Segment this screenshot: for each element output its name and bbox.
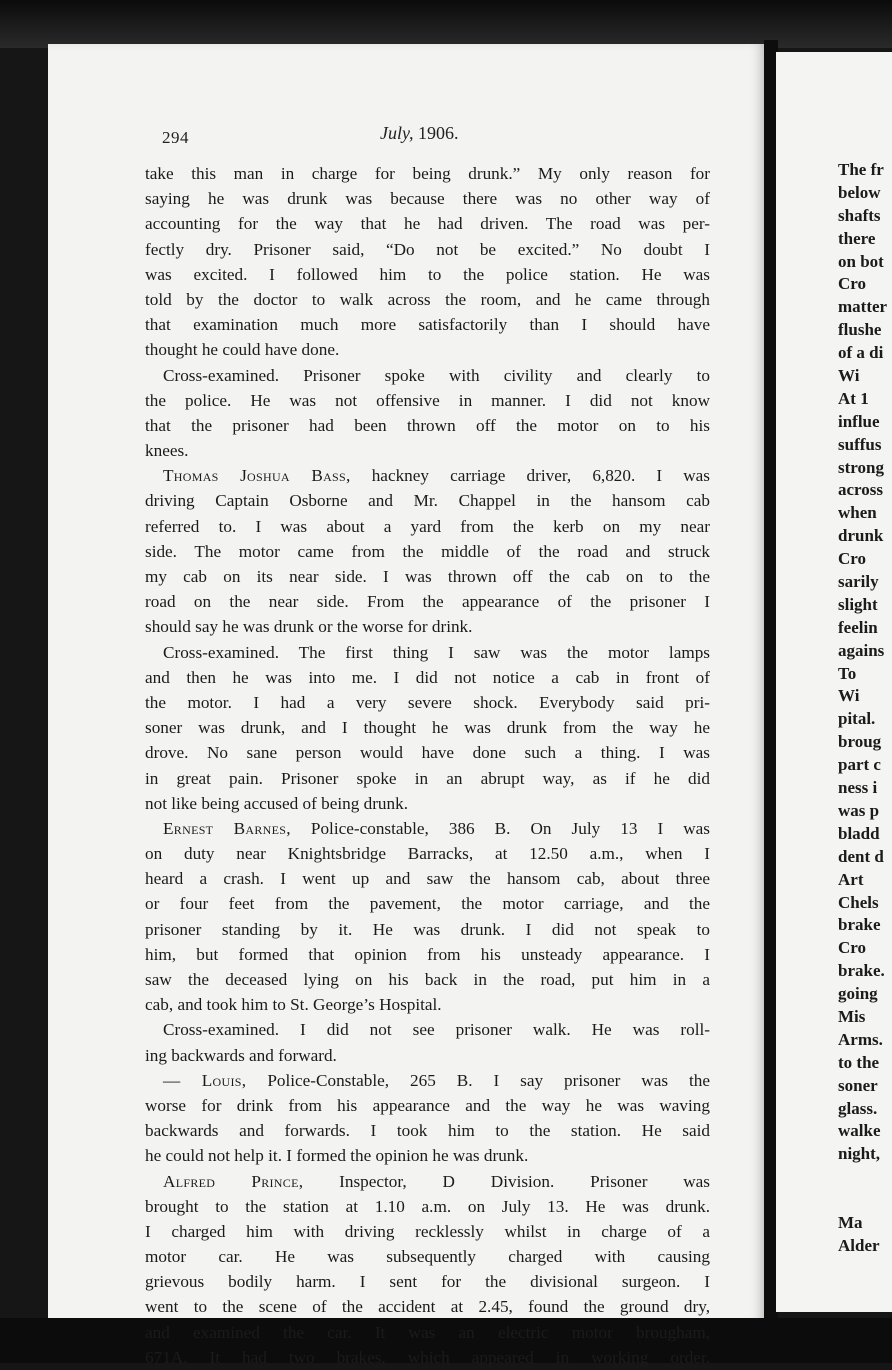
line-text: referred to. I was about a yard from the kerb on my near xyxy=(145,516,710,536)
speaker-name: Alfred Prince, xyxy=(163,1171,304,1191)
body-text xyxy=(145,161,710,1370)
text-line xyxy=(145,514,710,539)
line-text: Cross-examined. I did not see prisoner walk. He was roll- xyxy=(163,1020,710,1040)
right-fragment: Mis xyxy=(838,1006,866,1026)
right-fragment xyxy=(838,1166,892,1189)
text-line xyxy=(145,161,710,186)
text-line xyxy=(145,766,710,791)
right-fragment: soner xyxy=(838,1075,878,1095)
right-fragment: strong xyxy=(838,457,884,477)
line-text: went to the scene of the accident at 2.45, found the ground dry, xyxy=(145,1297,710,1317)
right-fragment: flushe xyxy=(838,320,882,340)
line-text: should say he was drunk or the worse for drink. xyxy=(145,617,473,637)
right-fragment: suffus xyxy=(838,434,882,454)
text-line xyxy=(145,186,710,211)
right-fragment: Ma xyxy=(838,1212,863,1232)
line-text: knees. xyxy=(145,441,189,461)
line-text: ing backwards and forward. xyxy=(145,1045,337,1065)
right-fragment: of a di xyxy=(838,343,884,363)
line-text: and then he was into me. I did not notice a cab in front of xyxy=(145,667,710,687)
right-fragment: Wi xyxy=(838,686,860,706)
line-text: driving Captain Osborne and Mr. Chappel in the hansom cab xyxy=(145,491,710,511)
right-fragment: there xyxy=(838,228,876,248)
text-line xyxy=(145,539,710,564)
speaker-name: — Louis, xyxy=(163,1070,247,1090)
right-fragment xyxy=(838,1189,892,1212)
line-text: worse for drink from his appearance and the way he was waving xyxy=(145,1095,710,1115)
right-fragment: bladd xyxy=(838,823,880,843)
line-text: the motor. I had a very severe shock. Everybody said pri- xyxy=(145,692,710,712)
line-text: backwards and forwards. I took him to the station. He said xyxy=(145,1121,710,1141)
text-line xyxy=(145,891,710,916)
right-fragment: going xyxy=(838,984,878,1004)
text-line xyxy=(145,917,710,942)
text-line xyxy=(145,1068,710,1093)
text-line xyxy=(145,942,710,967)
text-line xyxy=(145,841,710,866)
text-line xyxy=(145,1219,710,1244)
line-text: accounting for the way that he had driven. The road was per- xyxy=(145,214,710,234)
text-line xyxy=(145,1169,710,1194)
right-fragment: Arms. xyxy=(838,1029,883,1049)
line-text: grievous bodily harm. I sent for the divisional surgeon. I xyxy=(145,1272,710,1292)
text-line xyxy=(145,589,710,614)
text-line xyxy=(145,740,710,765)
right-fragment: agains xyxy=(838,640,885,660)
line-text: that examination much more satisfactorily than I should have xyxy=(145,315,710,335)
right-fragment: At 1 xyxy=(838,388,869,408)
line-text: on duty near Knightsbridge Barracks, at 12.50 a.m., when I xyxy=(145,844,710,864)
line-text: brought to the station at 1.10 a.m. on July 13. He was drunk. xyxy=(145,1196,710,1216)
right-fragment: Cro xyxy=(838,274,867,294)
right-fragment: ness i xyxy=(838,778,878,798)
right-fragment: pital. xyxy=(838,709,876,729)
line-text: take this man in charge for being drunk.” My only reason for xyxy=(145,164,710,183)
line-text: side. The motor came from the middle of the road and struck xyxy=(145,541,710,561)
text-line xyxy=(145,237,710,262)
text-line xyxy=(145,312,710,337)
line-text: Cross-examined. The first thing I saw was the motor lamps xyxy=(163,642,710,662)
header-month: July, xyxy=(380,123,414,143)
text-line xyxy=(145,564,710,589)
right-fragment: To xyxy=(838,663,857,683)
text-line xyxy=(145,1093,710,1118)
text-line xyxy=(145,287,710,312)
line-text: 671A. It had two brakes, which appeared in working order. xyxy=(145,1347,710,1367)
text-line xyxy=(145,262,710,287)
text-line xyxy=(145,413,710,438)
line-text: my cab on its near side. I was thrown off the cab on to the xyxy=(145,567,710,586)
right-fragment: Chels xyxy=(838,892,879,912)
line-text: was excited. I followed him to the police station. He was xyxy=(145,264,710,284)
text-line xyxy=(145,640,710,665)
right-page-fragments xyxy=(838,159,892,1258)
right-fragment: shafts xyxy=(838,205,881,225)
scan-top-edge xyxy=(0,0,892,48)
right-fragment: sarily xyxy=(838,572,879,592)
line-text: not like being accused of being drunk. xyxy=(145,793,408,813)
line-text: prisoner standing by it. He was drunk. I did not speak to xyxy=(145,919,710,939)
line-text: and examined the car. It was an electric motor brougham, xyxy=(145,1322,710,1342)
text-line xyxy=(145,791,710,816)
line-text: that the prisoner had been thrown off the motor on to his xyxy=(145,415,710,435)
right-fragment: brake xyxy=(838,915,881,935)
right-fragment: across xyxy=(838,480,884,500)
text-line xyxy=(145,463,710,488)
right-fragment: walke xyxy=(838,1121,881,1141)
line-text: Inspector, D Division. Prisoner was xyxy=(303,1171,710,1191)
text-line xyxy=(145,1043,710,1068)
text-line xyxy=(145,1017,710,1042)
right-fragment: broug xyxy=(838,732,882,752)
running-header xyxy=(380,123,459,144)
right-fragment: Art xyxy=(838,869,864,889)
right-fragment: part c xyxy=(838,755,881,775)
text-line xyxy=(145,665,710,690)
text-line xyxy=(145,1143,710,1168)
text-line xyxy=(145,211,710,236)
right-fragment: glass. xyxy=(838,1098,878,1118)
right-fragment: when xyxy=(838,503,877,523)
right-fragment: was p xyxy=(838,800,880,820)
right-fragment: brake. xyxy=(838,961,885,981)
text-line xyxy=(145,388,710,413)
text-line xyxy=(145,1294,710,1319)
line-text: told by the doctor to walk across the room, and he came through xyxy=(145,289,710,309)
text-line xyxy=(145,1345,710,1370)
line-text: he could not help it. I formed the opinion he was drunk. xyxy=(145,1146,529,1166)
right-fragment: below xyxy=(838,182,881,202)
text-line xyxy=(145,1320,710,1345)
line-text: heard a crash. I went up and saw the hansom cab, about three xyxy=(145,869,710,889)
text-line xyxy=(145,866,710,891)
line-text: the police. He was not offensive in manner. I did not know xyxy=(145,390,710,410)
line-text: Cross-examined. Prisoner spoke with civility and clearly to xyxy=(163,365,710,385)
speaker-name: Thomas Joshua Bass, xyxy=(163,466,351,486)
right-fragment: Cro xyxy=(838,938,867,958)
right-fragment: The fr xyxy=(838,160,884,179)
line-text: motor car. He was subsequently charged with causing xyxy=(145,1247,710,1267)
text-line xyxy=(145,614,710,639)
line-text: saying he was drunk was because there was no other way of xyxy=(145,189,710,209)
right-fragment: Cro xyxy=(838,549,867,569)
right-fragment: on bot xyxy=(838,251,884,271)
header-year: 1906. xyxy=(418,123,459,143)
right-fragment: Alder xyxy=(838,1235,880,1255)
line-text: soner was drunk, and I thought he was drunk from the way he xyxy=(145,718,710,738)
line-text: thought he could have done. xyxy=(145,340,340,360)
right-fragment: influe xyxy=(838,411,880,431)
text-line xyxy=(145,992,710,1017)
text-line xyxy=(145,690,710,715)
line-text: Police-constable, 386 B. On July 13 I was xyxy=(290,818,710,838)
speaker-name: Ernest Barnes, xyxy=(163,818,291,838)
right-fragment: to the xyxy=(838,1052,880,1072)
right-fragment: drunk xyxy=(838,526,884,546)
right-fragment: Wi xyxy=(838,366,860,386)
text-line xyxy=(145,488,710,513)
line-text: him, but formed that opinion from his unsteady appearance. I xyxy=(145,944,710,964)
line-text: in great pain. Prisoner spoke in an abrupt way, as if he did xyxy=(145,768,710,788)
right-fragment: dent d xyxy=(838,846,884,866)
line-text: saw the deceased lying on his back in the road, put him in a xyxy=(145,970,710,989)
text-line xyxy=(145,363,710,388)
line-text: road on the near side. From the appearance of the prisoner I xyxy=(145,592,710,612)
right-fragment: matter xyxy=(838,297,888,317)
text-line xyxy=(145,1118,710,1143)
text-line xyxy=(145,337,710,362)
line-text: or four feet from the pavement, the motor carriage, and the xyxy=(145,894,710,914)
line-text: Police-Constable, 265 B. I say prisoner was the xyxy=(246,1070,711,1090)
right-fragment: feelin xyxy=(838,617,878,637)
line-text: hackney carriage driver, 6,820. I was xyxy=(350,466,710,486)
right-fragment: night, xyxy=(838,1144,881,1164)
right-fragment: slight xyxy=(838,594,878,614)
line-text: fectly dry. Prisoner said, “Do not be excited.” No doubt I xyxy=(145,239,710,259)
page-number: 294 xyxy=(162,128,189,147)
line-text: I charged him with driving recklessly whilst in charge of a xyxy=(145,1221,710,1241)
text-line xyxy=(145,438,710,463)
text-line xyxy=(145,816,710,841)
text-line xyxy=(145,715,710,740)
text-line xyxy=(145,967,710,992)
text-line xyxy=(145,1194,710,1219)
line-text: cab, and took him to St. George’s Hospital. xyxy=(145,995,442,1015)
text-line xyxy=(145,1269,710,1294)
line-text: drove. No sane person would have done such a thing. I was xyxy=(145,743,710,763)
text-line xyxy=(145,1244,710,1269)
